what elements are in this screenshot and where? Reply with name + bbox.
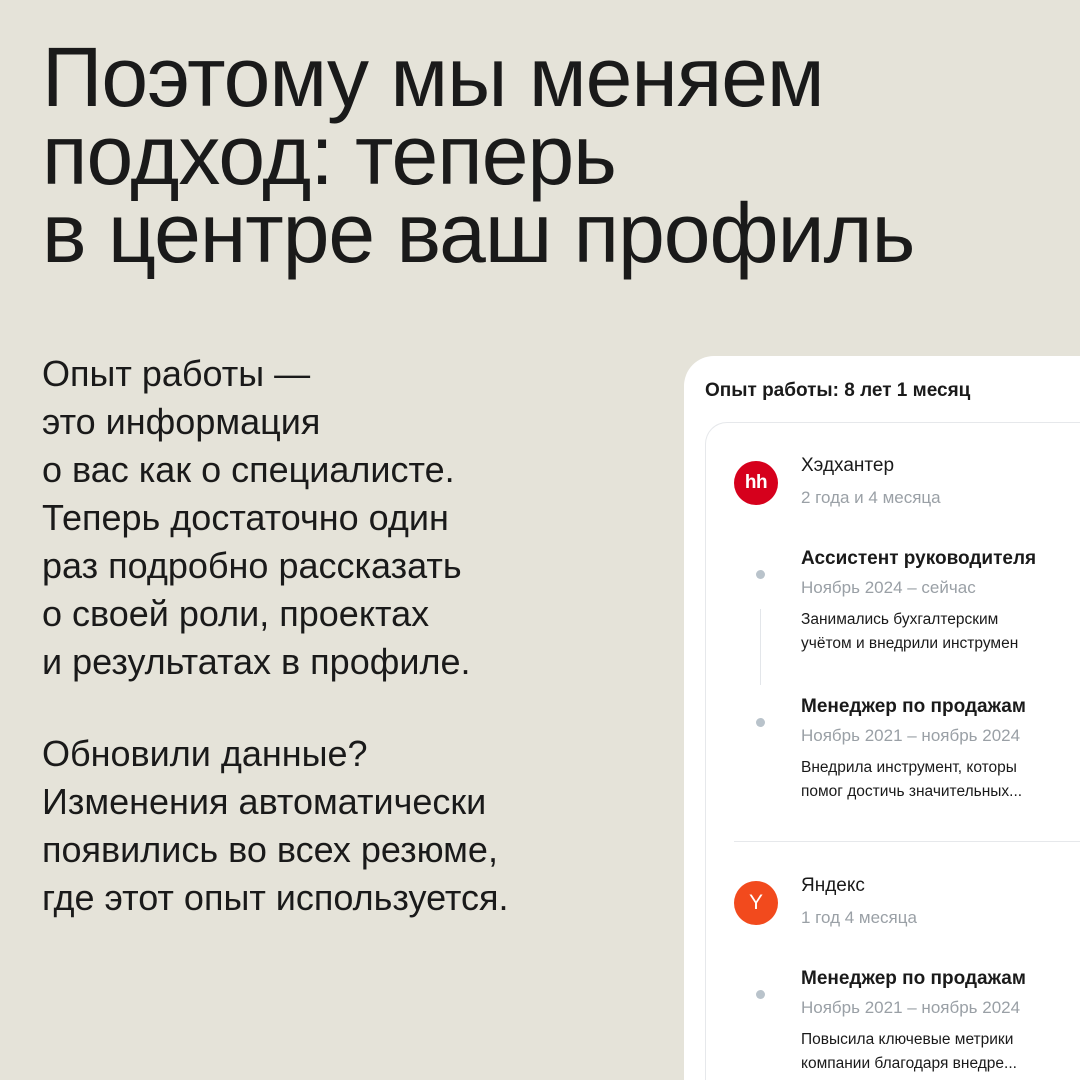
role-dates: Ноябрь 2024 – сейчас — [801, 578, 976, 597]
timeline-dot-icon — [756, 718, 765, 727]
role-description-line: Внедрила инструмент, которы — [801, 759, 1017, 776]
headline-line: в центре ваш профиль — [42, 186, 915, 280]
paragraph-line: Изменения автоматически — [42, 781, 487, 822]
paragraph-line: это информация — [42, 401, 321, 442]
timeline-dot-icon — [756, 570, 765, 579]
paragraph-profile — [42, 350, 662, 686]
role-description — [801, 608, 1080, 656]
role-description — [801, 756, 1080, 804]
company-duration: 2 года и 4 месяца — [801, 488, 941, 507]
role-description-line: Занимались бухгалтерским — [801, 611, 999, 628]
headline — [42, 30, 1042, 280]
role-title: Ассистент руководителя — [801, 548, 1037, 569]
paragraph-line: появились во всех резюме, — [42, 829, 498, 870]
role-item[interactable] — [801, 696, 1080, 804]
role-description-line: учётом и внедрили инструмен — [801, 635, 1019, 652]
paragraph-updates — [42, 730, 662, 922]
paragraph-line: и результатах в профиле. — [42, 641, 471, 682]
paragraph-line: Теперь достаточно один — [42, 497, 449, 538]
role-description — [801, 1028, 1080, 1076]
role-dates: Ноябрь 2021 – ноябрь 2024 — [801, 726, 1021, 745]
experience-card — [684, 356, 1080, 1080]
paragraph-line: о своей роли, проектах — [42, 593, 430, 634]
role-dates: Ноябрь 2021 – ноябрь 2024 — [801, 998, 1021, 1017]
headline-line: Поэтому мы меняем — [42, 30, 824, 124]
company-name: Хэдхантер — [801, 455, 895, 476]
company-divider — [734, 841, 1080, 842]
company-duration: 1 год 4 месяца — [801, 908, 917, 927]
paragraph-line: Опыт работы — — [42, 353, 311, 394]
role-description-line: компании благодаря внедре... — [801, 1055, 1017, 1072]
paragraph-line: где этот опыт используется. — [42, 877, 509, 918]
experience-total-title: Опыт работы: 8 лет 1 месяц — [705, 380, 971, 401]
yandex-logo-icon: Y — [734, 881, 778, 925]
company-name: Яндекс — [801, 875, 865, 896]
paragraph-line: раз подробно рассказать — [42, 545, 462, 586]
role-description-line: Повысила ключевые метрики — [801, 1031, 1014, 1048]
role-title: Менеджер по продажам — [801, 968, 1026, 989]
role-item[interactable] — [801, 548, 1080, 656]
timeline-line — [760, 609, 761, 685]
headline-line: подход: теперь — [42, 108, 616, 202]
role-description-line: помог достичь значительных... — [801, 783, 1023, 800]
role-item[interactable] — [801, 968, 1080, 1076]
timeline-dot-icon — [756, 990, 765, 999]
hh-logo-icon: hh — [734, 461, 778, 505]
role-title: Менеджер по продажам — [801, 696, 1026, 717]
paragraph-line: Обновили данные? — [42, 733, 368, 774]
paragraph-line: о вас как о специалисте. — [42, 449, 455, 490]
experience-list — [705, 422, 1080, 1080]
